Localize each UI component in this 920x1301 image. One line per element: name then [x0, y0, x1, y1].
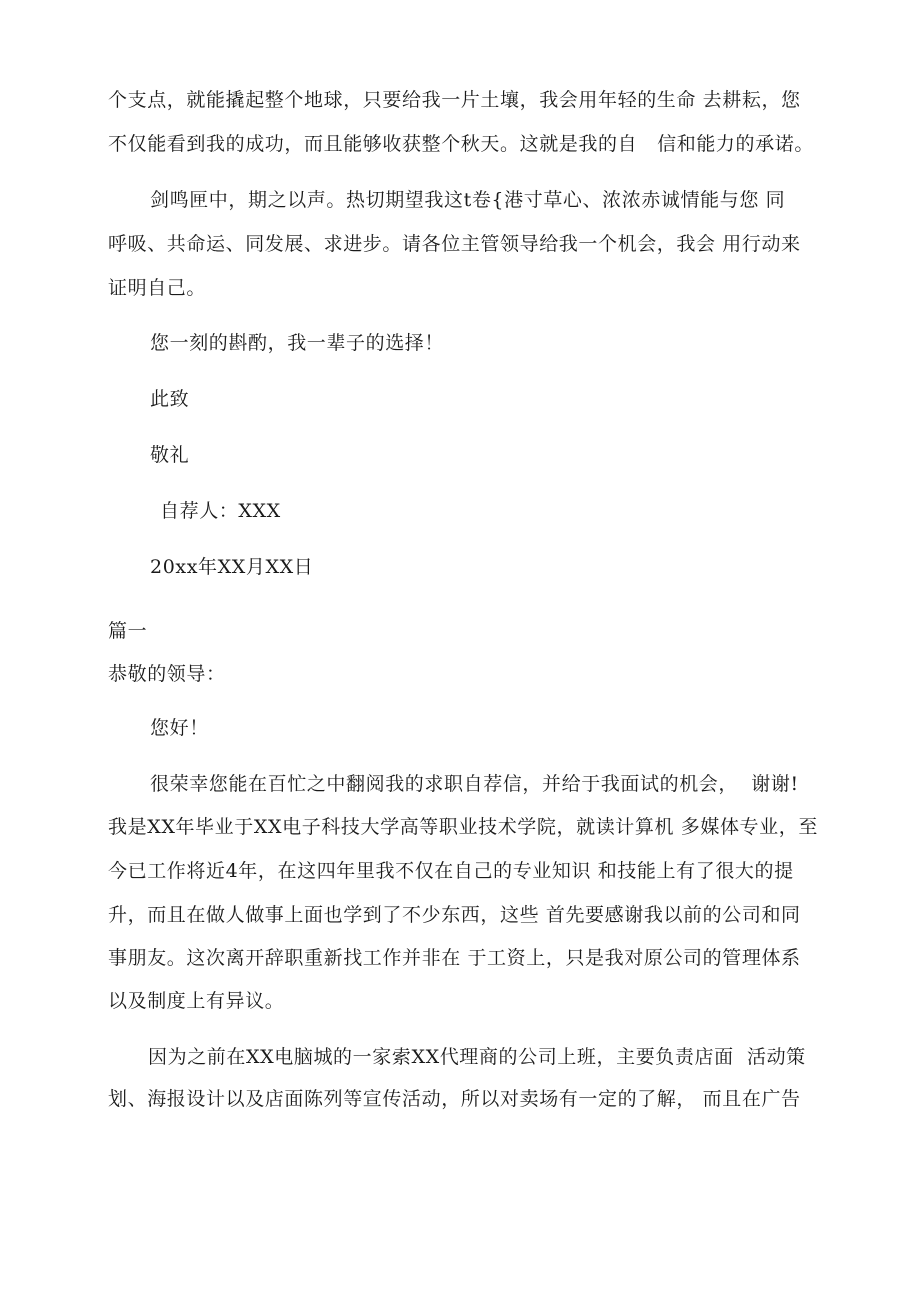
- addressee-line: 恭敬的领导：: [108, 663, 226, 685]
- text-line: 个支点，就能撬起整个地球，只要给我一片土壤，我会用年轻的生命 去耕耘，您: [108, 89, 801, 111]
- text-line: 事朋友。这次离开辞职重新找工作并非在 于工资上，只是我对原公司的管理体系: [108, 947, 801, 969]
- salutation-line: 敬礼: [150, 444, 190, 466]
- salutation-line: 此致: [150, 388, 190, 410]
- greeting-line: 您好！: [150, 717, 209, 739]
- text-line: 呼吸、共命运、同发展、求进步。请各位主管领导给我一个机会，我会 用行动来: [108, 233, 801, 255]
- date-line: 20xx年XX月XX日: [150, 556, 314, 578]
- signer-line: 自荐人：XXX: [160, 500, 281, 522]
- text-line: 我是XX年毕业于XX电子科技大学高等职业技术学院，就读计算机 多媒体专业，至: [108, 816, 818, 838]
- text-line: 升，而且在做人做事上面也学到了不少东西，这些 首先要感谢我以前的公司和同: [108, 904, 801, 926]
- text-line: 不仅能看到我的成功，而且能够收获整个秋天。这就是我的自 信和能力的承诺。: [108, 133, 814, 155]
- text-line: 划、海报设计以及店面陈列等宣传活动，所以对卖场有一定的了解， 而且在广告: [108, 1088, 801, 1110]
- text-line: 以及制度上有异议。: [108, 990, 285, 1012]
- text-line: 剑鸣匣中，期之以声。热切期望我这t卷{港寸草心、浓浓赤诚情能与您 同: [150, 189, 786, 211]
- text-line: 证明自己。: [108, 277, 207, 299]
- text-line: 因为之前在XX电脑城的一家索XX代理商的公司上班，主要负责店面 活动策: [148, 1046, 806, 1068]
- section-title: 篇一: [108, 620, 148, 642]
- closing-line: 您一刻的斟酌，我一辈子的选择！: [150, 332, 445, 354]
- text-line: 今已工作将近4年，在这四年里我不仅在自己的专业知识 和技能上有了很大的提: [108, 860, 794, 882]
- text-line: 很荣幸您能在百忙之中翻阅我的求职自荐信，并给于我面试的机会， 谢谢!: [150, 773, 799, 795]
